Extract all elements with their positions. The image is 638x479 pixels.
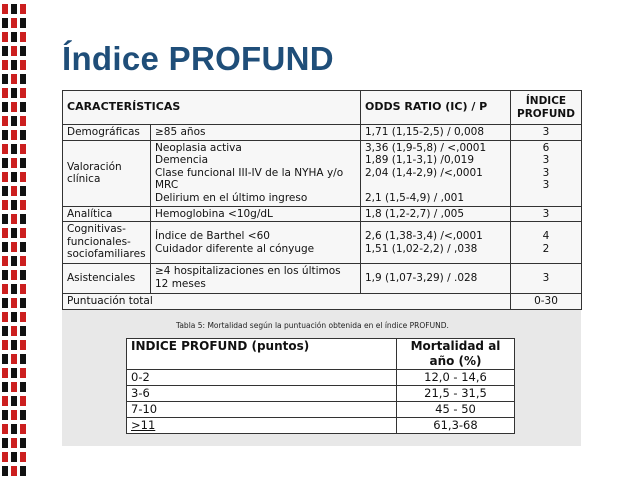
- mortality-cell: 12,0 - 14,6: [397, 370, 515, 386]
- strip-block: [20, 368, 26, 378]
- strip-block: [20, 396, 26, 406]
- mortality-cell: 45 - 50: [397, 402, 515, 418]
- strip-block: [2, 438, 8, 448]
- strip-block: [2, 186, 8, 196]
- strip-block: [20, 74, 26, 84]
- strip-block: [11, 18, 17, 28]
- strip-block: [11, 284, 17, 294]
- strip-block: [2, 382, 8, 392]
- table-row: [63, 125, 582, 141]
- strip-block: [11, 326, 17, 336]
- header-profund-index: ÍNDICE PROFUND: [511, 91, 582, 125]
- strip-block: [20, 312, 26, 322]
- strip-block: [11, 354, 17, 364]
- strip-block: [20, 438, 26, 448]
- strip-block: [2, 466, 8, 476]
- profund-characteristics-table: [62, 90, 582, 310]
- header-characteristics: CARACTERÍSTICAS: [63, 91, 361, 125]
- odds-cell: 1,71 (1,15-2,5) / 0,008: [361, 125, 511, 141]
- index-cell: 3: [511, 264, 582, 294]
- table-row: [127, 402, 515, 418]
- range-cell: 7-10: [127, 402, 397, 418]
- strip-block: [11, 256, 17, 266]
- decorative-strip: [0, 0, 28, 479]
- strip-block: [20, 424, 26, 434]
- strip-block: [2, 116, 8, 126]
- strip-block: [11, 382, 17, 392]
- index-cell: 6 3 3 3: [511, 140, 582, 206]
- strip-block: [2, 158, 8, 168]
- strip-block: [2, 326, 8, 336]
- strip-block: [11, 438, 17, 448]
- odds-cell: 1,8 (1,2-2,7) / ,005: [361, 206, 511, 222]
- range-cell: 0-2: [127, 370, 397, 386]
- strip-block: [2, 172, 8, 182]
- strip-block: [20, 200, 26, 210]
- odds-cell: 3,36 (1,9-5,8) / <,0001 1,89 (1,1-3,1) /0,019 2,04 (1,4-2,9) /<,0001 2,1 (1,5-4,9) / ,001: [361, 140, 511, 206]
- category-cell: Cognitivas-funcionales-sociofamiliares: [63, 222, 151, 264]
- strip-block: [2, 4, 8, 14]
- strip-block: [11, 424, 17, 434]
- strip-block: [20, 4, 26, 14]
- table-row: [127, 418, 515, 434]
- strip-block: [11, 340, 17, 350]
- strip-block: [20, 130, 26, 140]
- strip-block: [20, 144, 26, 154]
- strip-block: [11, 144, 17, 154]
- strip-block: [2, 88, 8, 98]
- category-cell: Demográficas: [63, 125, 151, 141]
- category-cell: Asistenciales: [63, 264, 151, 294]
- strip-block: [2, 228, 8, 238]
- strip-block: [20, 18, 26, 28]
- strip-block: [11, 466, 17, 476]
- strip-block: [11, 158, 17, 168]
- strip-block: [11, 88, 17, 98]
- strip-block: [2, 284, 8, 294]
- strip-block: [20, 382, 26, 392]
- header-odds-ratio: ODDS RATIO (IC) / P: [361, 91, 511, 125]
- strip-block: [11, 60, 17, 70]
- items-cell: Hemoglobina <10g/dL: [151, 206, 361, 222]
- strip-block: [2, 424, 8, 434]
- table-row: [127, 370, 515, 386]
- strip-block: [20, 354, 26, 364]
- strip-block: [20, 172, 26, 182]
- strip-block: [2, 18, 8, 28]
- strip-block: [20, 256, 26, 266]
- strip-block: [20, 214, 26, 224]
- strip-block: [11, 102, 17, 112]
- strip-block: [11, 200, 17, 210]
- strip-block: [2, 396, 8, 406]
- strip-block: [2, 312, 8, 322]
- mortality-table: [126, 338, 515, 434]
- strip-block: [20, 116, 26, 126]
- strip-block: [11, 228, 17, 238]
- odds-cell: 1,9 (1,07-3,29) / .028: [361, 264, 511, 294]
- strip-block: [2, 242, 8, 252]
- strip-block: [20, 270, 26, 280]
- strip-block: [20, 186, 26, 196]
- table-row: [63, 222, 582, 264]
- strip-block: [20, 88, 26, 98]
- strip-block: [11, 396, 17, 406]
- table-total-row: [63, 294, 582, 310]
- items-cell: ≥4 hospitalizaciones en los últimos 12 meses: [151, 264, 361, 294]
- total-label: Puntuación total: [63, 294, 511, 310]
- strip-block: [11, 242, 17, 252]
- odds-cell: 2,6 (1,38-3,4) /<,0001 1,51 (1,02-2,2) / ,038: [361, 222, 511, 264]
- table-row: [63, 264, 582, 294]
- strip-block: [2, 270, 8, 280]
- strip-block: [11, 410, 17, 420]
- strip-block: [2, 410, 8, 420]
- strip-block: [11, 214, 17, 224]
- items-cell: ≥85 años: [151, 125, 361, 141]
- strip-block: [20, 466, 26, 476]
- strip-block: [11, 74, 17, 84]
- strip-block: [2, 102, 8, 112]
- strip-block: [2, 214, 8, 224]
- strip-block: [11, 186, 17, 196]
- table-row: [63, 140, 582, 206]
- strip-block: [2, 354, 8, 364]
- header-mortality: Mortalidad al año (%): [397, 339, 515, 370]
- strip-block: [20, 158, 26, 168]
- strip-block: [20, 102, 26, 112]
- strip-block: [20, 410, 26, 420]
- strip-block: [2, 144, 8, 154]
- strip-block: [11, 32, 17, 42]
- strip-block: [2, 298, 8, 308]
- index-cell: 3: [511, 206, 582, 222]
- strip-block: [2, 32, 8, 42]
- table-row: [63, 206, 582, 222]
- table-row: [127, 386, 515, 402]
- strip-block: [20, 32, 26, 42]
- total-value: 0-30: [511, 294, 582, 310]
- strip-block: [2, 368, 8, 378]
- slide-title: Índice PROFUND: [62, 40, 334, 77]
- items-cell: Índice de Barthel <60 Cuidador diferente al cónyuge: [151, 222, 361, 264]
- mortality-cell: 21,5 - 31,5: [397, 386, 515, 402]
- strip-block: [20, 284, 26, 294]
- strip-block: [20, 228, 26, 238]
- strip-block: [20, 326, 26, 336]
- strip-block: [20, 46, 26, 56]
- strip-block: [2, 46, 8, 56]
- strip-block: [2, 340, 8, 350]
- category-cell: Valoración clínica: [63, 140, 151, 206]
- header-profund-points: INDICE PROFUND (puntos): [127, 339, 397, 370]
- strip-block: [20, 298, 26, 308]
- strip-block: [2, 74, 8, 84]
- table-caption: Tabla 5: Mortalidad según la puntuación obtenida en el índice PROFUND.: [176, 321, 449, 330]
- range-cell: 3-6: [127, 386, 397, 402]
- strip-block: [11, 116, 17, 126]
- strip-block: [20, 242, 26, 252]
- strip-block: [2, 256, 8, 266]
- table-header-row: [127, 339, 515, 370]
- strip-block: [11, 46, 17, 56]
- index-cell: 4 2: [511, 222, 582, 264]
- strip-block: [2, 60, 8, 70]
- table-header-row: [63, 91, 582, 125]
- strip-block: [20, 452, 26, 462]
- range-cell: >11: [127, 418, 397, 434]
- strip-block: [2, 452, 8, 462]
- strip-block: [11, 172, 17, 182]
- mortality-cell: 61,3-68: [397, 418, 515, 434]
- items-cell: Neoplasia activa Demencia Clase funcional III-IV de la NYHA y/o MRC Delirium en el último ingreso: [151, 140, 361, 206]
- strip-block: [11, 298, 17, 308]
- strip-block: [2, 130, 8, 140]
- strip-block: [11, 312, 17, 322]
- category-cell: Analítica: [63, 206, 151, 222]
- strip-block: [11, 130, 17, 140]
- strip-block: [11, 368, 17, 378]
- strip-block: [11, 270, 17, 280]
- strip-block: [20, 60, 26, 70]
- index-cell: 3: [511, 125, 582, 141]
- strip-block: [11, 452, 17, 462]
- strip-block: [2, 200, 8, 210]
- strip-block: [11, 4, 17, 14]
- strip-block: [20, 340, 26, 350]
